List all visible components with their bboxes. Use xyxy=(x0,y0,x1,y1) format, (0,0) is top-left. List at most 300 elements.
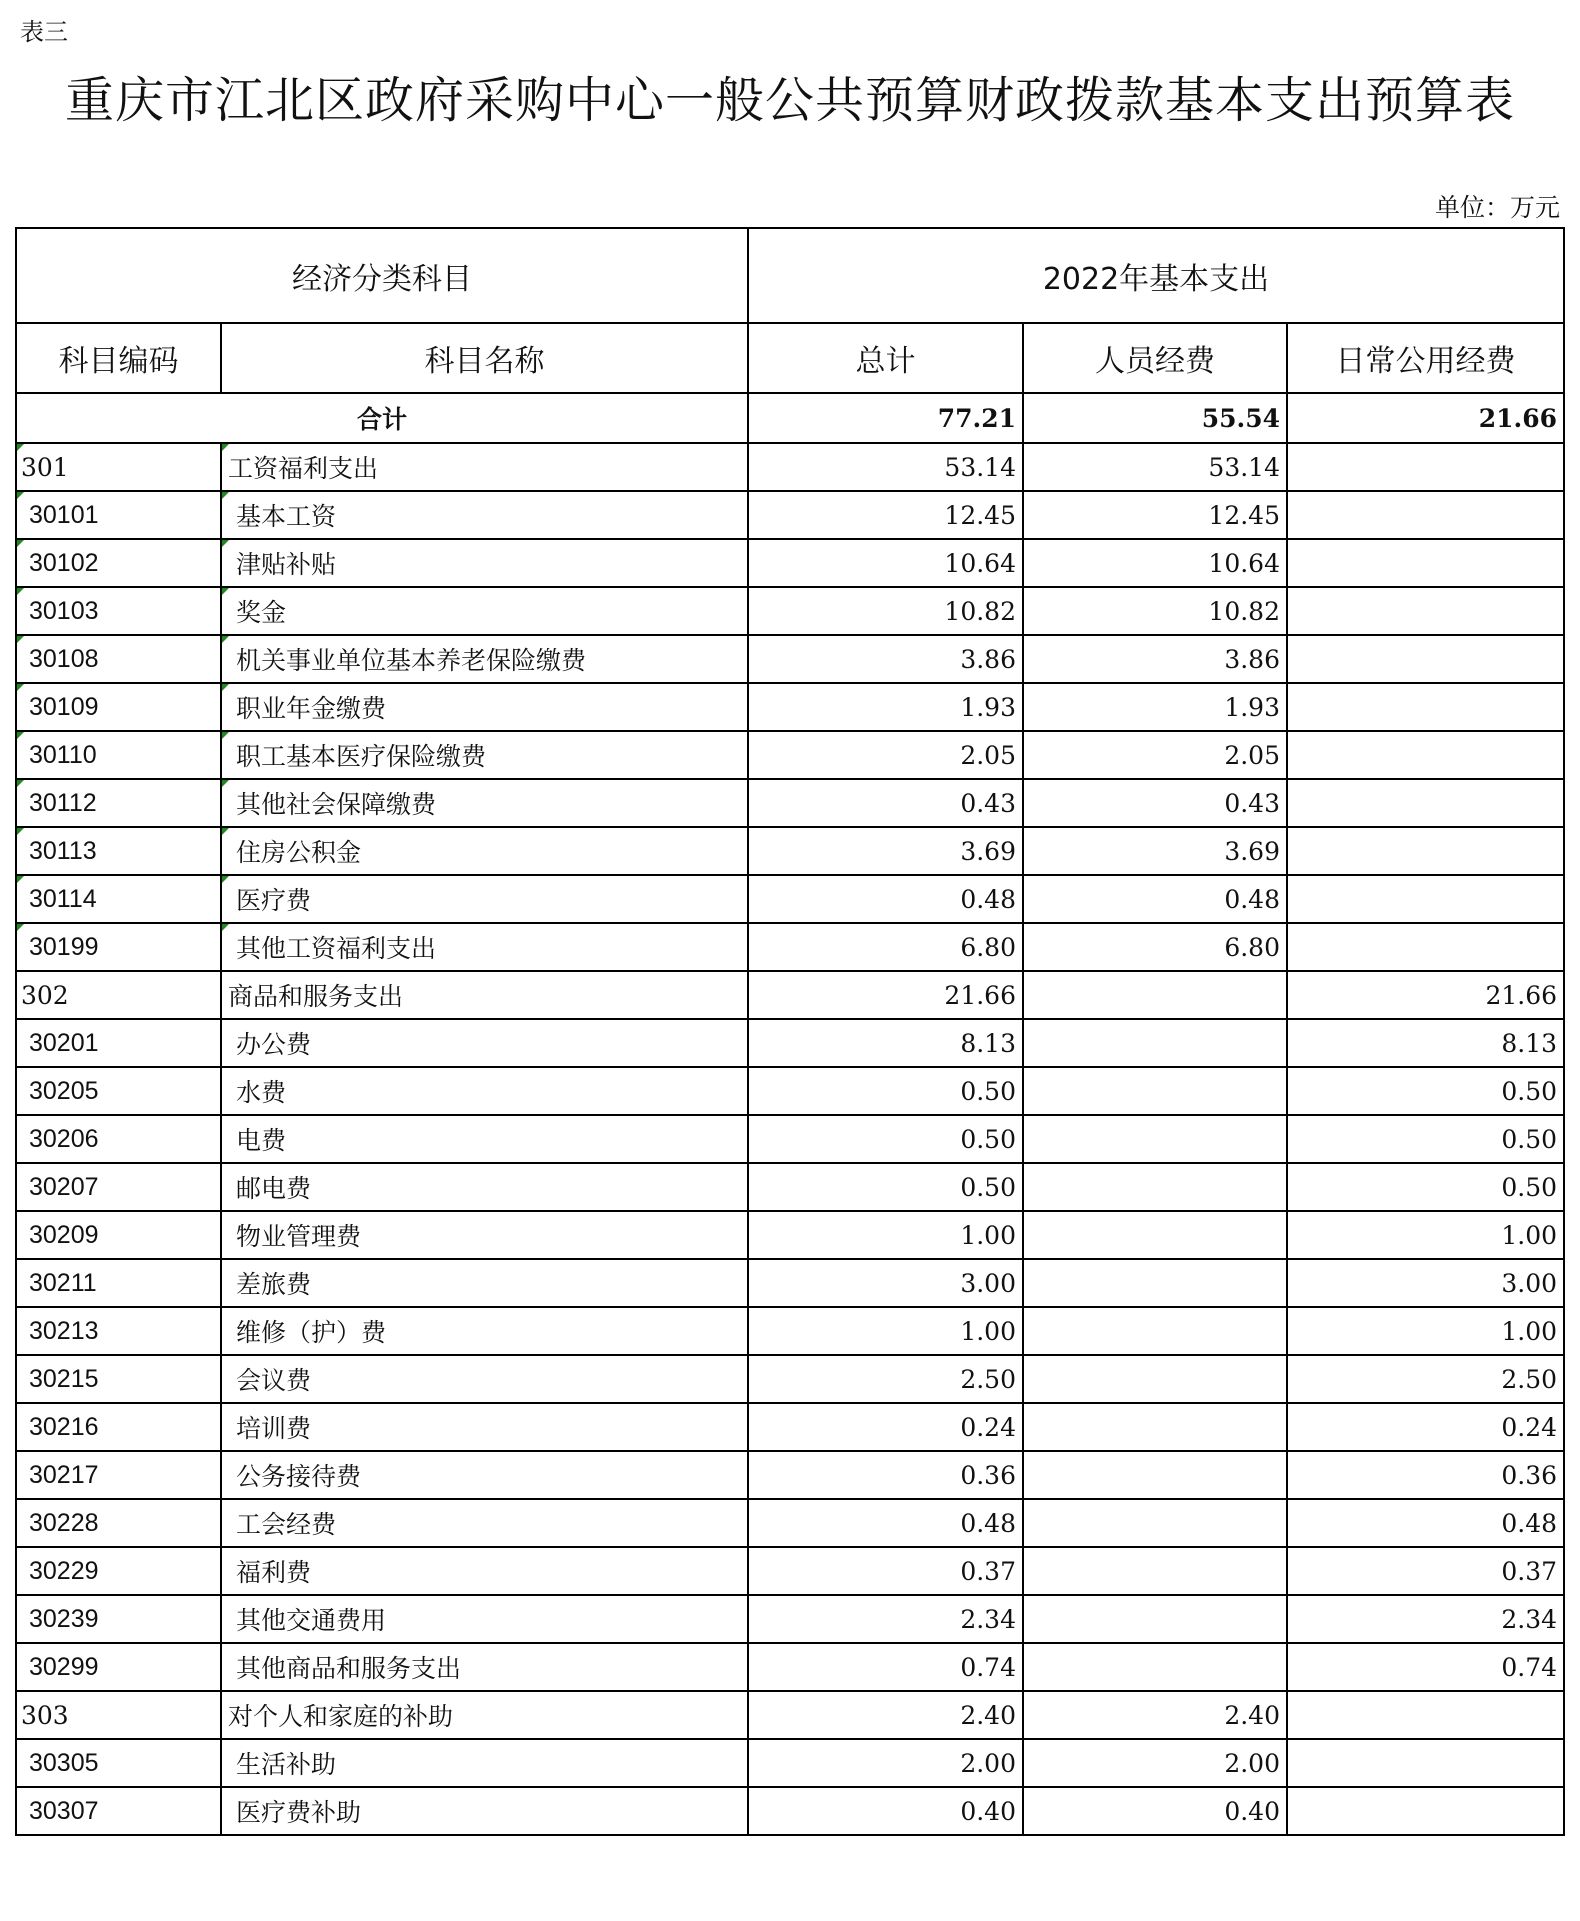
category-row xyxy=(16,443,1564,491)
row-public-text: 0.37 xyxy=(1501,1556,1558,1586)
row-name xyxy=(221,1211,748,1259)
category-row xyxy=(16,971,1564,1019)
cell-flag-icon xyxy=(222,876,229,883)
row-name-text: 福利费 xyxy=(236,1558,312,1587)
row-code xyxy=(16,1259,221,1307)
row-name-text: 培训费 xyxy=(236,1414,312,1443)
row-public xyxy=(1287,1739,1564,1787)
table-number-label: 表三 xyxy=(20,18,68,46)
row-personnel xyxy=(1023,779,1287,827)
cell-flag-icon xyxy=(222,540,229,547)
cell-flag-icon xyxy=(222,828,229,835)
table-row xyxy=(16,491,1564,539)
row-code xyxy=(16,1307,221,1355)
row-total-text: 0.50 xyxy=(960,1124,1016,1154)
row-name xyxy=(221,1403,748,1451)
row-name-text: 维修（护）费 xyxy=(236,1318,387,1347)
row-code xyxy=(16,1691,221,1739)
total-public: 21.66 xyxy=(1287,393,1564,443)
row-total xyxy=(748,779,1023,827)
row-name xyxy=(221,635,748,683)
row-total-text: 3.86 xyxy=(960,644,1016,674)
table-row xyxy=(16,923,1564,971)
column-header-row xyxy=(16,323,1564,393)
row-total xyxy=(748,683,1023,731)
row-total xyxy=(748,1691,1023,1739)
row-total xyxy=(748,443,1023,491)
row-total xyxy=(748,587,1023,635)
row-name-text: 公务接待费 xyxy=(236,1462,362,1491)
row-public xyxy=(1287,1307,1564,1355)
row-personnel xyxy=(1023,1067,1287,1115)
row-total-text: 0.40 xyxy=(960,1796,1016,1826)
row-name xyxy=(221,827,748,875)
row-public-text: 0.74 xyxy=(1501,1652,1558,1682)
row-name-text: 对个人和家庭的补助 xyxy=(228,1702,454,1731)
row-personnel xyxy=(1023,1739,1287,1787)
row-name-text: 物业管理费 xyxy=(236,1222,362,1251)
row-code xyxy=(16,1355,221,1403)
row-public xyxy=(1287,1355,1564,1403)
row-personnel-text: 0.43 xyxy=(1224,788,1280,818)
row-name-text: 工资福利支出 xyxy=(228,454,379,483)
row-name xyxy=(221,683,748,731)
cell-flag-icon xyxy=(222,588,229,595)
row-name-text: 邮电费 xyxy=(236,1174,312,1203)
row-name xyxy=(221,971,748,1019)
row-personnel-text: 6.80 xyxy=(1224,932,1280,962)
row-public xyxy=(1287,875,1564,923)
group-header-economic-classification: 经济分类科目 xyxy=(16,228,748,323)
row-total xyxy=(748,539,1023,587)
row-code xyxy=(16,1643,221,1691)
row-code xyxy=(16,1163,221,1211)
row-personnel xyxy=(1023,1259,1287,1307)
row-name-text: 其他交通费用 xyxy=(236,1606,387,1635)
table-row xyxy=(16,1355,1564,1403)
row-code xyxy=(16,443,221,491)
row-personnel xyxy=(1023,683,1287,731)
row-public-text: 0.36 xyxy=(1501,1460,1558,1490)
row-code xyxy=(16,539,221,587)
table-row xyxy=(16,635,1564,683)
row-code-text: 30112 xyxy=(29,788,97,817)
row-personnel xyxy=(1023,1211,1287,1259)
row-code xyxy=(16,1499,221,1547)
row-name xyxy=(221,1067,748,1115)
row-public xyxy=(1287,1019,1564,1067)
row-code xyxy=(16,875,221,923)
row-name xyxy=(221,731,748,779)
row-name-text: 办公费 xyxy=(236,1030,312,1059)
row-personnel xyxy=(1023,1787,1287,1835)
row-public-text: 0.48 xyxy=(1501,1508,1558,1538)
cell-flag-icon xyxy=(222,636,229,643)
row-name xyxy=(221,587,748,635)
row-name-text: 奖金 xyxy=(236,598,287,627)
row-code xyxy=(16,1403,221,1451)
row-public-text: 2.50 xyxy=(1501,1364,1558,1394)
row-code-text: 302 xyxy=(21,980,69,1010)
row-name-text: 差旅费 xyxy=(236,1270,312,1299)
row-total xyxy=(748,923,1023,971)
row-code-text: 30199 xyxy=(29,932,99,961)
row-public-text: 1.00 xyxy=(1501,1316,1558,1346)
row-total xyxy=(748,1307,1023,1355)
row-personnel xyxy=(1023,635,1287,683)
table-row xyxy=(16,1547,1564,1595)
cell-flag-icon xyxy=(222,924,229,931)
row-name xyxy=(221,1643,748,1691)
row-total xyxy=(748,491,1023,539)
row-public-text: 3.00 xyxy=(1501,1268,1558,1298)
cell-flag-icon xyxy=(222,732,229,739)
row-personnel-text: 10.64 xyxy=(1208,548,1280,578)
total-label: 合计 xyxy=(16,393,748,443)
row-total-text: 12.45 xyxy=(944,500,1016,530)
row-public-text: 0.50 xyxy=(1501,1076,1558,1106)
row-name xyxy=(221,1739,748,1787)
column-header-name: 科目名称 xyxy=(221,323,748,393)
row-name xyxy=(221,1355,748,1403)
cell-flag-icon xyxy=(222,444,229,451)
cell-flag-icon xyxy=(17,780,24,787)
row-code-text: 30114 xyxy=(29,884,97,913)
row-total xyxy=(748,1019,1023,1067)
row-name-text: 其他社会保障缴费 xyxy=(236,790,437,819)
row-name xyxy=(221,923,748,971)
table-row xyxy=(16,1211,1564,1259)
row-code-text: 30110 xyxy=(29,740,97,769)
row-name-text: 住房公积金 xyxy=(236,838,362,867)
row-total xyxy=(748,1787,1023,1835)
page-title: 重庆市江北区政府采购中心一般公共预算财政拨款基本支出预算表 xyxy=(64,72,1515,129)
row-name-text: 基本工资 xyxy=(236,502,337,531)
row-total-text: 0.24 xyxy=(960,1412,1016,1442)
table-row xyxy=(16,1019,1564,1067)
row-total xyxy=(748,875,1023,923)
row-total xyxy=(748,1595,1023,1643)
row-public xyxy=(1287,491,1564,539)
row-personnel-text: 0.48 xyxy=(1224,884,1280,914)
budget-table xyxy=(15,227,1565,1836)
row-code-text: 30305 xyxy=(29,1748,99,1777)
row-public xyxy=(1287,1595,1564,1643)
total-personnel: 55.54 xyxy=(1023,393,1287,443)
row-code-text: 30109 xyxy=(29,692,99,721)
row-name-text: 会议费 xyxy=(236,1366,312,1395)
row-name xyxy=(221,1499,748,1547)
row-total xyxy=(748,1403,1023,1451)
row-name-text: 医疗费 xyxy=(236,886,312,915)
cell-flag-icon xyxy=(222,780,229,787)
row-public xyxy=(1287,1163,1564,1211)
row-public xyxy=(1287,1451,1564,1499)
row-personnel xyxy=(1023,1163,1287,1211)
row-public xyxy=(1287,1211,1564,1259)
row-personnel-text: 3.86 xyxy=(1224,644,1280,674)
row-personnel xyxy=(1023,1547,1287,1595)
row-name-text: 工会经费 xyxy=(236,1510,337,1539)
row-name xyxy=(221,443,748,491)
row-code-text: 30228 xyxy=(29,1508,99,1537)
row-personnel xyxy=(1023,1019,1287,1067)
table-row xyxy=(16,1787,1564,1835)
row-public xyxy=(1287,827,1564,875)
row-public-text: 0.50 xyxy=(1501,1124,1558,1154)
row-personnel xyxy=(1023,1643,1287,1691)
row-total-text: 0.48 xyxy=(960,884,1016,914)
row-code-text: 30209 xyxy=(29,1220,99,1249)
row-code xyxy=(16,1115,221,1163)
table-row xyxy=(16,539,1564,587)
row-personnel xyxy=(1023,731,1287,779)
row-name xyxy=(221,875,748,923)
row-total-text: 0.43 xyxy=(960,788,1016,818)
row-code-text: 30113 xyxy=(29,836,97,865)
row-personnel xyxy=(1023,1115,1287,1163)
row-personnel xyxy=(1023,971,1287,1019)
row-public xyxy=(1287,1067,1564,1115)
row-public-text: 0.24 xyxy=(1501,1412,1558,1442)
row-total xyxy=(748,1547,1023,1595)
row-personnel-text: 2.05 xyxy=(1224,740,1280,770)
table-row xyxy=(16,875,1564,923)
row-code-text: 30213 xyxy=(29,1316,99,1345)
row-name xyxy=(221,1787,748,1835)
row-total xyxy=(748,1163,1023,1211)
table-row xyxy=(16,1499,1564,1547)
row-public-text: 8.13 xyxy=(1501,1028,1558,1058)
row-public xyxy=(1287,1691,1564,1739)
column-header-code: 科目编码 xyxy=(16,323,221,393)
row-public xyxy=(1287,779,1564,827)
row-public xyxy=(1287,1787,1564,1835)
column-header-public: 日常公用经费 xyxy=(1287,323,1564,393)
row-name-text: 其他工资福利支出 xyxy=(236,934,437,963)
row-public xyxy=(1287,635,1564,683)
row-public xyxy=(1287,923,1564,971)
cell-flag-icon xyxy=(17,684,24,691)
row-total xyxy=(748,1739,1023,1787)
row-name xyxy=(221,1019,748,1067)
row-code xyxy=(16,731,221,779)
unit-label: 单位：万元 xyxy=(1434,193,1560,222)
row-public xyxy=(1287,1403,1564,1451)
row-public xyxy=(1287,587,1564,635)
row-name xyxy=(221,1115,748,1163)
row-code xyxy=(16,1547,221,1595)
row-name-text: 机关事业单位基本养老保险缴费 xyxy=(236,646,587,675)
row-personnel xyxy=(1023,923,1287,971)
row-total xyxy=(748,1499,1023,1547)
row-code-text: 30239 xyxy=(29,1604,99,1633)
row-total-text: 1.93 xyxy=(960,692,1016,722)
table-row xyxy=(16,1451,1564,1499)
row-total-text: 6.80 xyxy=(960,932,1016,962)
cell-flag-icon xyxy=(17,876,24,883)
row-total-text: 10.82 xyxy=(944,596,1016,626)
total-sum: 77.21 xyxy=(748,393,1023,443)
row-personnel xyxy=(1023,1451,1287,1499)
table-row xyxy=(16,1067,1564,1115)
table-row xyxy=(16,587,1564,635)
row-name-text: 水费 xyxy=(236,1078,287,1107)
row-code-text: 30205 xyxy=(29,1076,99,1105)
row-total-text: 10.64 xyxy=(944,548,1016,578)
row-code xyxy=(16,1739,221,1787)
table-row xyxy=(16,1163,1564,1211)
row-code xyxy=(16,587,221,635)
row-total xyxy=(748,1067,1023,1115)
row-personnel xyxy=(1023,539,1287,587)
row-public xyxy=(1287,1643,1564,1691)
row-code xyxy=(16,779,221,827)
column-header-personnel: 人员经费 xyxy=(1023,323,1287,393)
row-total-text: 0.36 xyxy=(960,1460,1016,1490)
cell-flag-icon xyxy=(17,540,24,547)
table-row xyxy=(16,1739,1564,1787)
row-personnel xyxy=(1023,1595,1287,1643)
row-code-text: 30103 xyxy=(29,596,99,625)
row-total-text: 2.40 xyxy=(960,1700,1016,1730)
row-total-text: 3.69 xyxy=(960,836,1016,866)
row-personnel-text: 53.14 xyxy=(1208,452,1280,482)
table-row xyxy=(16,1259,1564,1307)
row-code xyxy=(16,1211,221,1259)
row-code-text: 30102 xyxy=(29,548,99,577)
row-code-text: 30207 xyxy=(29,1172,99,1201)
row-total-text: 8.13 xyxy=(960,1028,1016,1058)
row-code xyxy=(16,923,221,971)
table-row xyxy=(16,1643,1564,1691)
row-personnel xyxy=(1023,1691,1287,1739)
row-name-text: 其他商品和服务支出 xyxy=(236,1654,462,1683)
row-name xyxy=(221,1595,748,1643)
row-personnel xyxy=(1023,587,1287,635)
row-total xyxy=(748,1643,1023,1691)
row-code-text: 30201 xyxy=(29,1028,99,1057)
cell-flag-icon xyxy=(17,492,24,499)
total-row xyxy=(16,393,1564,443)
row-total xyxy=(748,635,1023,683)
row-code xyxy=(16,827,221,875)
row-code xyxy=(16,683,221,731)
cell-flag-icon xyxy=(222,684,229,691)
row-name xyxy=(221,1691,748,1739)
cell-flag-icon xyxy=(17,828,24,835)
row-total-text: 0.50 xyxy=(960,1172,1016,1202)
row-name-text: 商品和服务支出 xyxy=(228,982,404,1011)
row-name xyxy=(221,1547,748,1595)
row-name xyxy=(221,1451,748,1499)
cell-flag-icon xyxy=(17,924,24,931)
row-total-text: 1.00 xyxy=(960,1220,1016,1250)
row-total-text: 0.74 xyxy=(960,1652,1016,1682)
row-total-text: 2.50 xyxy=(960,1364,1016,1394)
row-name-text: 津贴补贴 xyxy=(236,550,337,579)
cell-flag-icon xyxy=(17,732,24,739)
row-public-text: 0.50 xyxy=(1501,1172,1558,1202)
table-row xyxy=(16,683,1564,731)
row-code-text: 30211 xyxy=(29,1268,97,1297)
cell-flag-icon xyxy=(222,492,229,499)
row-public-text: 1.00 xyxy=(1501,1220,1558,1250)
group-header-row xyxy=(16,228,1564,323)
row-total-text: 3.00 xyxy=(960,1268,1016,1298)
row-code-text: 30206 xyxy=(29,1124,99,1153)
row-personnel-text: 12.45 xyxy=(1208,500,1280,530)
row-total xyxy=(748,731,1023,779)
row-personnel xyxy=(1023,827,1287,875)
row-code-text: 30108 xyxy=(29,644,99,673)
row-total xyxy=(748,827,1023,875)
row-total xyxy=(748,971,1023,1019)
table-row xyxy=(16,827,1564,875)
row-public xyxy=(1287,1259,1564,1307)
row-personnel-text: 10.82 xyxy=(1208,596,1280,626)
row-total-text: 53.14 xyxy=(944,452,1016,482)
row-public-text: 2.34 xyxy=(1501,1604,1558,1634)
row-personnel xyxy=(1023,875,1287,923)
row-public xyxy=(1287,683,1564,731)
row-personnel xyxy=(1023,491,1287,539)
row-public xyxy=(1287,443,1564,491)
row-code-text: 30307 xyxy=(29,1796,99,1825)
row-total-text: 2.00 xyxy=(960,1748,1016,1778)
row-public xyxy=(1287,1499,1564,1547)
group-header-basic-expenditure: 2022年基本支出 xyxy=(748,228,1564,323)
table-row xyxy=(16,1115,1564,1163)
row-public xyxy=(1287,539,1564,587)
row-total xyxy=(748,1451,1023,1499)
row-name-text: 职业年金缴费 xyxy=(236,694,387,723)
row-public xyxy=(1287,971,1564,1019)
row-code-text: 30229 xyxy=(29,1556,99,1585)
row-public xyxy=(1287,1115,1564,1163)
column-header-total: 总计 xyxy=(748,323,1023,393)
row-personnel-text: 3.69 xyxy=(1224,836,1280,866)
row-name xyxy=(221,539,748,587)
row-name-text: 职工基本医疗保险缴费 xyxy=(236,742,487,771)
row-code-text: 30101 xyxy=(29,500,99,529)
row-name-text: 电费 xyxy=(236,1126,287,1155)
row-public xyxy=(1287,1547,1564,1595)
row-total-text: 1.00 xyxy=(960,1316,1016,1346)
row-code-text: 30216 xyxy=(29,1412,99,1441)
row-personnel xyxy=(1023,1499,1287,1547)
cell-flag-icon xyxy=(17,444,24,451)
row-total-text: 21.66 xyxy=(944,980,1016,1010)
row-code xyxy=(16,1451,221,1499)
row-code-text: 301 xyxy=(21,452,69,482)
row-total xyxy=(748,1211,1023,1259)
table-row xyxy=(16,779,1564,827)
row-personnel-text: 1.93 xyxy=(1224,692,1280,722)
row-personnel-text: 0.40 xyxy=(1224,1796,1280,1826)
row-public-text: 21.66 xyxy=(1485,980,1558,1010)
category-row xyxy=(16,1691,1564,1739)
table-row xyxy=(16,731,1564,779)
row-name xyxy=(221,1163,748,1211)
row-code xyxy=(16,971,221,1019)
row-code xyxy=(16,1067,221,1115)
row-code xyxy=(16,635,221,683)
row-code xyxy=(16,1595,221,1643)
table-row xyxy=(16,1307,1564,1355)
row-personnel xyxy=(1023,1307,1287,1355)
row-total-text: 0.48 xyxy=(960,1508,1016,1538)
